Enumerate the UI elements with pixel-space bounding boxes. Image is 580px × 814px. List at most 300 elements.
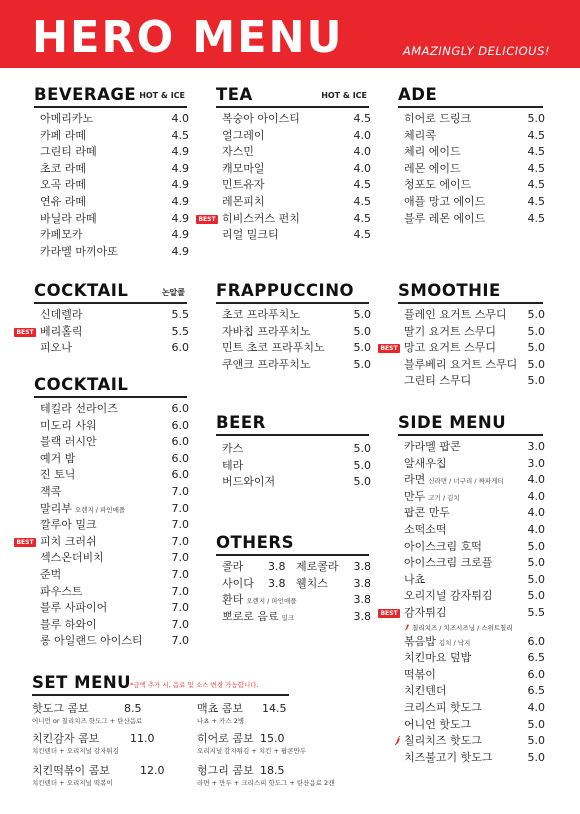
menu-item xyxy=(16,324,189,341)
beer-section xyxy=(216,412,369,491)
menu-item xyxy=(404,177,543,194)
item-price: 6.0 xyxy=(171,435,189,449)
menu-item xyxy=(40,484,187,501)
item-name: 아메리카노 xyxy=(40,112,94,125)
item-price: 7.0 xyxy=(171,534,189,548)
item-name: 테킬라 선라이즈 xyxy=(40,402,118,415)
item-name: 피오나 xyxy=(40,341,72,355)
item-price: 6.0 xyxy=(527,667,545,681)
item-price: 7.0 xyxy=(171,584,189,598)
menu-item xyxy=(404,522,543,539)
menu-item xyxy=(404,439,543,456)
item-name: 미도리 사워 xyxy=(40,418,97,432)
combo-price: 11.0 xyxy=(130,732,155,745)
menu-item xyxy=(404,357,543,374)
item-name: 바닐라 라떼 xyxy=(40,211,97,225)
item-name: 레몬 에이드 xyxy=(404,161,461,175)
menu-item xyxy=(198,211,371,228)
combo-description: 치킨텐더 + 오리지널 감자튀김 xyxy=(32,747,119,755)
section-title: SET MENU xyxy=(32,673,132,692)
item-name: 체리콕 xyxy=(404,128,436,142)
others-row xyxy=(222,592,369,609)
combo-price: 8.5 xyxy=(124,702,142,715)
item-price: 5.0 xyxy=(527,750,545,764)
item-name: 치킨마요 덮밥 xyxy=(404,651,472,665)
item-price: 6.5 xyxy=(527,651,545,665)
item-name: 섹스온더비치 xyxy=(40,551,104,565)
menu-item xyxy=(40,340,187,357)
frappuccino-section xyxy=(216,280,369,373)
item-price: 5.0 xyxy=(527,572,545,586)
combo-name: 헝그리 콤보 xyxy=(197,764,254,777)
item-name: 리얼 밀크티 xyxy=(222,228,279,242)
combo-item xyxy=(32,732,155,756)
menu-item xyxy=(404,324,543,341)
section-title: COCKTAIL xyxy=(34,375,129,394)
item-price: 7.0 xyxy=(171,518,189,532)
item-price: 5.0 xyxy=(353,308,371,321)
item-price: 6.0 xyxy=(171,402,189,415)
item-price: 5.0 xyxy=(527,112,545,125)
item-name: 버드와이저 xyxy=(222,475,276,489)
item-price: 6.5 xyxy=(527,684,545,698)
item-price: 3.8 xyxy=(353,593,371,607)
item-name: 칠리치즈 핫도그 xyxy=(404,734,482,748)
item-name: 플레인 요거트 스무디 xyxy=(404,308,507,321)
menu-item xyxy=(40,633,187,650)
tagline: AMAZINGLY DELICIOUS! xyxy=(402,44,550,58)
item-price: 4.0 xyxy=(527,700,545,714)
item-price: 5.0 xyxy=(527,308,545,321)
best-badge: BEST xyxy=(196,215,218,224)
menu-item xyxy=(40,517,187,534)
combo-price: 18.5 xyxy=(260,764,285,777)
section-title: FRAPPUCCINO xyxy=(216,281,355,300)
item-option: 오렌지 / 파인애플 xyxy=(246,597,297,606)
item-name: 만두 고기 / 김치 xyxy=(404,489,460,503)
menu-item xyxy=(404,733,543,750)
menu-item xyxy=(404,750,543,767)
item-name: 자바칩 프라푸치노 xyxy=(222,324,311,338)
section-title: COCKTAIL xyxy=(34,281,129,300)
item-price: 5.0 xyxy=(353,324,371,338)
item-price: 4.9 xyxy=(171,244,189,258)
item-price: 4.9 xyxy=(171,178,189,192)
combo-description: 오리지널 감자튀김 + 치킨 + 팝콘만두 xyxy=(197,747,307,755)
menu-item xyxy=(222,357,369,374)
header-banner xyxy=(0,0,580,68)
item-price: 7.0 xyxy=(171,551,189,565)
menu-item xyxy=(40,128,187,145)
item-price: 4.9 xyxy=(171,161,189,175)
menu-item xyxy=(404,634,543,651)
item-name: 말리부 오렌지 / 파인애플 xyxy=(40,501,126,515)
menu-item xyxy=(404,555,543,572)
menu-item xyxy=(222,227,369,244)
item-name: 크리스피 핫도그 xyxy=(404,700,482,714)
combo-item xyxy=(197,764,334,788)
item-option: 밀크 xyxy=(281,613,295,622)
menu-item xyxy=(404,650,543,667)
item-name: 예거 밤 xyxy=(40,451,76,465)
item-name: 블랙 러시안 xyxy=(40,435,97,449)
combo-description: 어니언 or 칠리치즈 핫도그 + 탄산음료 xyxy=(32,717,143,725)
combo-item xyxy=(197,702,287,726)
menu-item xyxy=(404,456,543,473)
section-title: SIDE MENU xyxy=(398,413,507,432)
item-price: 5.5 xyxy=(171,308,189,321)
item-name: 아이스크림 크로플 xyxy=(404,556,493,570)
menu-item xyxy=(222,177,369,194)
item-price: 6.0 xyxy=(171,468,189,482)
item-price: 4.5 xyxy=(171,128,189,142)
item-name: 카라멜 팝콘 xyxy=(404,440,461,453)
section-title: SMOOTHIE xyxy=(398,281,501,300)
item-name: 그린티 라떼 xyxy=(40,145,97,159)
item-price: 4.0 xyxy=(353,128,371,142)
item-description xyxy=(404,622,543,634)
item-price: 5.0 xyxy=(527,324,545,338)
item-name: 아이스크림 호떡 xyxy=(404,539,482,553)
menu-item xyxy=(404,307,543,324)
tea-section xyxy=(198,84,371,244)
item-price: 5.0 xyxy=(527,539,545,553)
item-price: 3.0 xyxy=(527,440,545,453)
item-price: 4.9 xyxy=(171,194,189,208)
item-price: 4.0 xyxy=(527,473,545,487)
item-name: 사이다 xyxy=(222,576,254,590)
item-option: 김치 / 낙지 xyxy=(438,638,471,647)
item-price: 7.0 xyxy=(171,501,189,515)
item-name: 콜라 xyxy=(222,560,244,573)
item-price: 4.5 xyxy=(353,178,371,192)
item-price: 5.0 xyxy=(353,458,371,472)
section-note: HOT & ICE xyxy=(321,91,367,100)
menu-item xyxy=(404,588,543,605)
item-price: 7.0 xyxy=(171,567,189,581)
item-name: 그린티 스무디 xyxy=(404,374,472,388)
item-price: 4.9 xyxy=(171,211,189,225)
description-text: 칠리치즈 / 치즈시즈닝 / 스위트칠리 xyxy=(410,623,513,632)
menu-item xyxy=(404,505,543,522)
best-badge: BEST xyxy=(14,538,36,547)
combo-name: 히어로 콤보 xyxy=(197,732,254,745)
combo-name: 치킨감자 콤보 xyxy=(32,732,100,745)
item-price: 3.8 xyxy=(268,560,286,573)
item-price: 4.9 xyxy=(171,145,189,159)
item-price: 5.5 xyxy=(527,605,545,619)
menu-item xyxy=(404,194,543,211)
item-name: 뽀로로 음료 밀크 xyxy=(222,609,295,623)
menu-item xyxy=(404,683,543,700)
item-price: 4.0 xyxy=(527,489,545,503)
item-price: 6.0 xyxy=(171,341,189,355)
item-name: 망고 요거트 스무디 xyxy=(404,341,497,355)
item-price: 5.0 xyxy=(353,341,371,355)
item-price: 7.0 xyxy=(171,634,189,648)
menu-item xyxy=(222,128,369,145)
menu-item xyxy=(40,567,187,584)
item-price: 4.5 xyxy=(527,161,545,175)
others-row xyxy=(222,609,369,626)
menu-item xyxy=(40,418,187,435)
menu-item xyxy=(404,161,543,178)
menu-item xyxy=(404,128,543,145)
item-price: 6.0 xyxy=(527,634,545,648)
section-title: TEA xyxy=(216,85,253,104)
item-price: 4.0 xyxy=(171,112,189,125)
menu-item xyxy=(404,667,543,684)
set-menu-section xyxy=(32,672,392,787)
item-name: 치킨텐더 xyxy=(404,684,447,698)
item-name: 준벅 xyxy=(40,567,62,581)
section-title: ADE xyxy=(398,85,438,104)
item-name: 자스민 xyxy=(222,145,254,159)
menu-item xyxy=(404,373,543,390)
item-option: 고기 / 김치 xyxy=(428,493,460,502)
item-name: 카페모카 xyxy=(40,228,83,242)
item-price: 5.0 xyxy=(527,589,545,603)
item-price: 4.0 xyxy=(353,145,371,159)
combo-description: 나쵸 + 카스 2병 xyxy=(197,717,245,725)
item-name: 청포도 에이드 xyxy=(404,178,472,192)
item-name: 카라멜 마끼아또 xyxy=(40,244,118,258)
item-option: 신라면 / 너구리 / 짜파게티 xyxy=(428,477,504,486)
item-price: 3.8 xyxy=(268,576,286,590)
menu-item xyxy=(40,227,187,244)
combo-name: 맥쵸 콤보 xyxy=(197,702,244,715)
menu-item xyxy=(40,600,187,617)
item-name: 제로콜라 xyxy=(296,560,339,573)
item-price: 7.0 xyxy=(171,601,189,615)
item-price: 3.8 xyxy=(353,560,371,573)
item-option: 오렌지 / 파인애플 xyxy=(74,505,126,514)
menu-item xyxy=(40,501,187,518)
item-price: 7.0 xyxy=(171,484,189,498)
item-name: 딸기 요거트 스무디 xyxy=(404,324,497,338)
item-name: 히어로 드링크 xyxy=(404,112,472,125)
menu-item xyxy=(40,617,187,634)
others-section xyxy=(216,532,369,625)
combo-name: 핫도그 콤보 xyxy=(32,702,89,715)
item-price: 6.0 xyxy=(171,418,189,432)
item-name: 진 토닉 xyxy=(40,468,76,482)
item-name: 어니언 핫도그 xyxy=(404,717,472,731)
menu-item xyxy=(40,194,187,211)
item-price: 4.0 xyxy=(527,522,545,536)
menu-item xyxy=(40,177,187,194)
menu-item xyxy=(222,194,369,211)
item-price: 4.5 xyxy=(353,228,371,242)
item-name: 블루 하와이 xyxy=(40,617,97,631)
item-price: 4.5 xyxy=(527,178,545,192)
combo-item xyxy=(197,732,306,756)
menu-item xyxy=(380,605,545,622)
item-price: 4.0 xyxy=(353,161,371,175)
item-price: 5.0 xyxy=(527,341,545,355)
item-price: 4.5 xyxy=(527,128,545,142)
menu-item xyxy=(40,401,187,418)
item-price: 5.5 xyxy=(171,324,189,338)
item-name: 애플 망고 에이드 xyxy=(404,194,486,208)
combo-item xyxy=(32,702,142,726)
item-price: 4.5 xyxy=(527,145,545,159)
item-name: 감자튀김 xyxy=(404,605,447,619)
item-name: 치즈불고기 핫도그 xyxy=(404,750,493,764)
item-name: 잭콕 xyxy=(40,484,62,498)
item-name: 카페 라떼 xyxy=(40,128,87,142)
menu-item xyxy=(222,144,369,161)
item-price: 5.0 xyxy=(353,442,371,455)
item-price: 3.0 xyxy=(527,456,545,470)
item-price: 5.0 xyxy=(527,734,545,748)
menu-item xyxy=(222,340,369,357)
item-name: 베리홀릭 xyxy=(40,324,83,338)
item-price: 6.0 xyxy=(171,451,189,465)
item-price: 4.0 xyxy=(527,506,545,520)
item-name: 알새우칩 xyxy=(404,456,447,470)
menu-item xyxy=(404,472,543,489)
item-name: 블루 레몬 에이드 xyxy=(404,211,486,225)
item-price: 4.5 xyxy=(353,194,371,208)
menu-item xyxy=(222,111,369,128)
best-badge: BEST xyxy=(378,609,400,618)
menu-item xyxy=(40,584,187,601)
item-name: 레몬피치 xyxy=(222,194,265,208)
menu-item xyxy=(404,111,543,128)
cocktail-na-section xyxy=(16,280,189,357)
menu-item xyxy=(40,307,187,324)
menu-item xyxy=(404,489,543,506)
item-name: 팝콘 만두 xyxy=(404,506,451,520)
item-price: 4.9 xyxy=(171,228,189,242)
item-price: 5.0 xyxy=(527,374,545,388)
menu-item xyxy=(222,458,369,475)
item-name: 얼그레이 xyxy=(222,128,265,142)
item-price: 5.0 xyxy=(527,717,545,731)
item-name: 신데렐라 xyxy=(40,308,83,321)
item-price: 4.5 xyxy=(353,211,371,225)
item-price: 4.5 xyxy=(527,211,545,225)
item-price: 5.0 xyxy=(353,475,371,489)
item-name: 나쵸 xyxy=(404,572,426,586)
item-name: 롱 아일랜드 아이스티 xyxy=(40,634,143,648)
set-menu-note: *금액 추가 시, 음료 및 소스 변경 가능합니다. xyxy=(130,681,259,689)
item-name: 라면 신라면 / 너구리 / 짜파게티 xyxy=(404,473,504,487)
item-name: 오리지널 감자튀김 xyxy=(404,589,493,603)
menu-item xyxy=(222,441,369,458)
item-name: 카스 xyxy=(222,442,244,455)
item-name: 테라 xyxy=(222,458,244,472)
menu-item xyxy=(380,340,545,357)
item-name: 히비스커스 펀치 xyxy=(222,211,300,225)
menu-item xyxy=(40,451,187,468)
others-row xyxy=(222,576,369,593)
item-name: 떡볶이 xyxy=(404,667,436,681)
menu-title: HERO MENU xyxy=(32,12,344,63)
item-name: 민트 초코 프라푸치노 xyxy=(222,341,325,355)
item-price: 4.5 xyxy=(527,194,545,208)
item-name: 초코 라떼 xyxy=(40,161,87,175)
best-badge: BEST xyxy=(378,344,400,353)
combo-item xyxy=(32,764,165,788)
menu-item xyxy=(404,539,543,556)
item-name: 체리 에이드 xyxy=(404,145,461,159)
menu-item xyxy=(40,111,187,128)
item-name: 파우스트 xyxy=(40,584,83,598)
menu-item xyxy=(40,467,187,484)
menu-item xyxy=(222,161,369,178)
menu-item xyxy=(40,211,187,228)
item-price: 5.0 xyxy=(527,357,545,371)
item-name: 피치 크러쉬 xyxy=(40,534,97,548)
combo-price: 12.0 xyxy=(140,764,165,777)
item-name: 블루 사파이어 xyxy=(40,601,108,615)
item-price: 3.8 xyxy=(353,576,371,590)
menu-item xyxy=(404,144,543,161)
side-menu-section xyxy=(380,412,545,766)
menu-item xyxy=(222,307,369,324)
section-title: BEER xyxy=(216,413,266,432)
item-name: 민트유자 xyxy=(222,178,265,192)
smoothie-section xyxy=(380,280,545,390)
menu-item xyxy=(222,474,369,491)
menu-item xyxy=(404,700,543,717)
section-title: BEVERAGE xyxy=(34,85,137,104)
item-name: 오곡 라떼 xyxy=(40,178,87,192)
chili-pepper-icon xyxy=(394,736,401,746)
menu-item xyxy=(404,717,543,734)
item-name: 복숭아 아이스티 xyxy=(222,112,300,125)
menu-item xyxy=(16,534,189,551)
combo-price: 14.5 xyxy=(262,702,287,715)
cocktail-section xyxy=(16,374,189,650)
item-price: 5.0 xyxy=(527,556,545,570)
item-name: 캐모마일 xyxy=(222,161,265,175)
best-badge: BEST xyxy=(14,328,36,337)
menu-item xyxy=(404,572,543,589)
item-price: 4.5 xyxy=(353,112,371,125)
item-name: 쿠앤크 프라푸치노 xyxy=(222,357,311,371)
menu-item xyxy=(40,434,187,451)
item-name: 연유 라떼 xyxy=(40,194,87,208)
combo-description: 라면 + 만두 + 크리스피 핫도그 + 탄산음료 2캔 xyxy=(197,779,335,787)
item-name: 볶음밥 김치 / 낙지 xyxy=(404,634,471,648)
menu-item xyxy=(40,550,187,567)
item-name: 블루베리 요거트 스무디 xyxy=(404,357,518,371)
item-name: 깔루아 밀크 xyxy=(40,518,97,532)
menu-item xyxy=(222,324,369,341)
section-title: OTHERS xyxy=(216,533,294,552)
ade-section xyxy=(398,84,543,227)
menu-item xyxy=(40,244,187,261)
menu-item xyxy=(40,161,187,178)
beverage-section xyxy=(34,84,187,260)
item-name: 환타 오렌지 / 파인애플 xyxy=(222,593,297,607)
combo-description: 치킨텐더 + 오리지널 떡볶이 xyxy=(32,779,113,787)
section-note: 논알콜 xyxy=(161,288,185,297)
item-price: 3.8 xyxy=(353,609,371,623)
combo-name: 치킨떡볶이 콤보 xyxy=(32,764,110,777)
section-note: HOT & ICE xyxy=(139,91,185,100)
item-price: 7.0 xyxy=(171,617,189,631)
item-name: 초코 프라푸치노 xyxy=(222,308,300,321)
combo-price: 15.0 xyxy=(260,732,285,745)
item-name: 소떡소떡 xyxy=(404,522,447,536)
item-price: 5.0 xyxy=(353,357,371,371)
others-row xyxy=(222,559,369,576)
item-name: 웰치스 xyxy=(296,576,328,590)
